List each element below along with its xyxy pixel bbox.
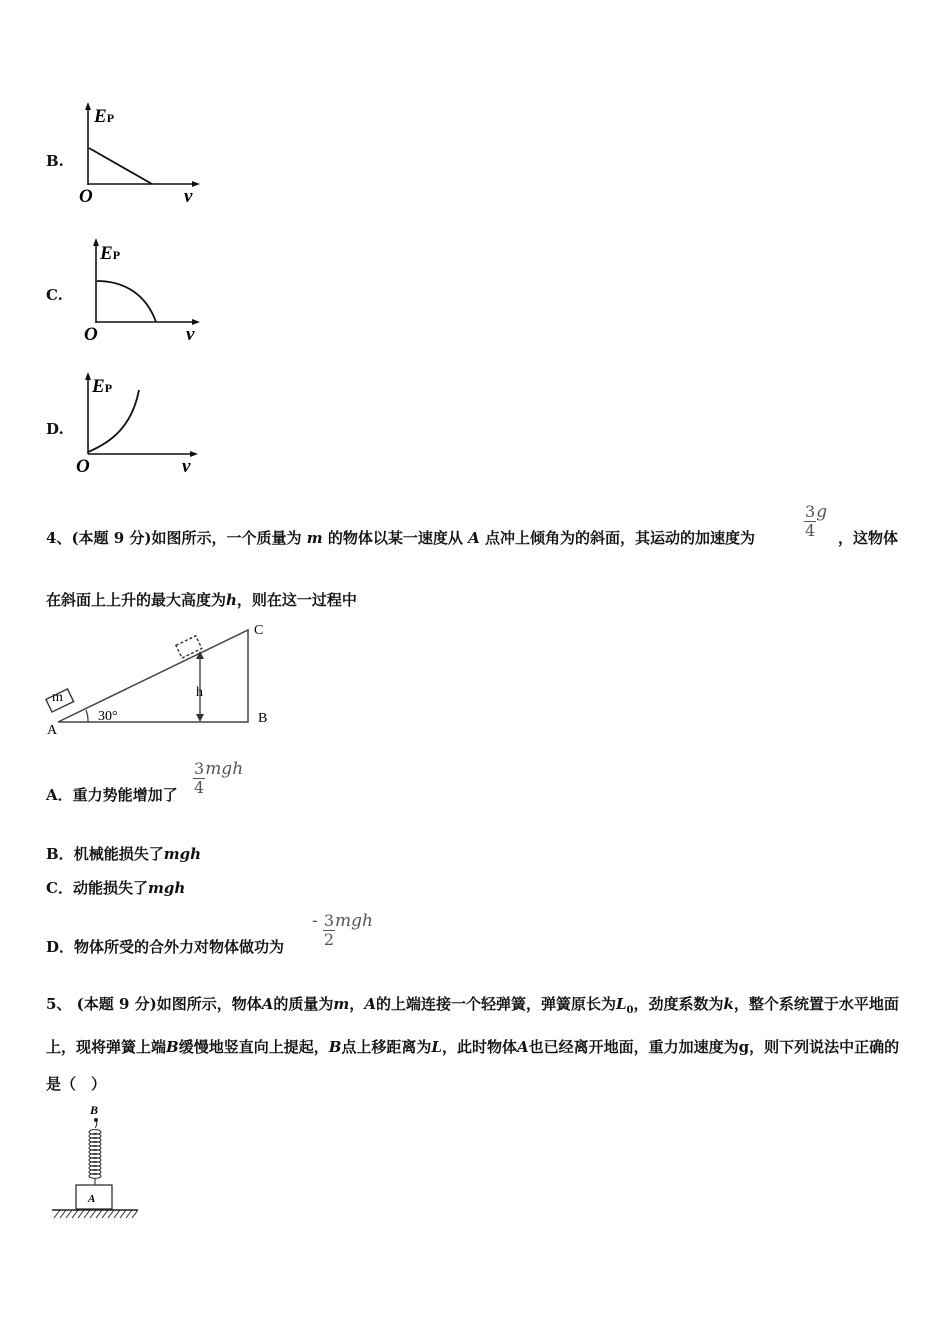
mass-label: m [52, 690, 63, 705]
y-arrow [85, 102, 91, 110]
q4-number: 4、 [46, 529, 72, 547]
y-label: EP [92, 376, 113, 397]
ep-curve [88, 390, 139, 452]
height-label: h [196, 685, 203, 700]
x-arrow [190, 451, 198, 457]
x-label: v [184, 186, 193, 207]
origin-label: O [79, 186, 93, 207]
q4-option-b[interactable]: B．机械能损失了mgh [46, 845, 201, 863]
y-arrow [85, 372, 91, 380]
q4-option-d-math: - $\frac{3}{2}$ mgh [312, 911, 373, 949]
graph-b [74, 100, 214, 210]
x-arrow [192, 181, 200, 187]
height-arrow-bottom [196, 714, 204, 722]
q4-line1: 4、(本题 9 分)如图所示，一个质量为 m 的物体以某一速度从 A 点冲上倾角为的斜面，其运动的加速度为 [46, 529, 756, 547]
ep-curve [89, 148, 152, 184]
y-arrow [93, 238, 99, 246]
option-b-label: B. [46, 152, 64, 170]
angle-label: 30° [98, 709, 118, 724]
q4-line1-end: ，这物体 [838, 529, 899, 547]
y-label: EP [100, 243, 121, 264]
graph-c [82, 234, 222, 344]
q4-option-a[interactable]: A．重力势能增加了 [46, 786, 178, 804]
graph-d [72, 368, 212, 478]
incline-triangle [58, 630, 248, 722]
option-d-label: D. [46, 420, 64, 438]
ep-curve [97, 281, 156, 322]
q4-acceleration-fraction: $\frac{3}{4}$ g [805, 502, 828, 540]
block-a-label: A [88, 1193, 96, 1205]
q5-score: (本题 9 分) [76, 995, 157, 1013]
spring-coils [89, 1130, 101, 1179]
q4-option-a-math: $\frac{3}{4}$ mgh [194, 759, 244, 797]
q4-line2: 在斜面上上升的最大高度为h，则在这一过程中 [46, 591, 357, 609]
origin-label: O [84, 324, 98, 344]
q5-number: 5、 [46, 995, 72, 1013]
q5-text: 5、 (本题 9 分)如图所示，物体A的质量为m，A的上端连接一个轻弹簧，弹簧原长为$L_0$，劲度系数为k，整个系统置于水平地面上，现将弹簧上端B缓慢地竖直向上提起，B点上移距离为L，此时物体A也已经离开地面，重力加速度为g，则下列说法中正确的是（ ） [46, 995, 900, 1093]
point-b-label: B [258, 711, 268, 726]
x-label: v [182, 456, 191, 477]
y-label: EP [94, 106, 115, 127]
point-c-label: C [254, 623, 264, 638]
q4-option-d[interactable]: D．物体所受的合外力对物体做功为 [46, 938, 285, 956]
spring-figure [48, 1100, 148, 1224]
ground-hatch [54, 1210, 138, 1218]
origin-label: O [76, 456, 90, 477]
spring-top-label: B [90, 1103, 99, 1117]
q4-option-c[interactable]: C．动能损失了mgh [46, 879, 186, 897]
option-c-label: C. [46, 286, 63, 304]
point-a-label: A [47, 723, 58, 738]
x-label: v [186, 324, 195, 344]
q4-score: (本题 9 分) [71, 529, 152, 547]
angle-arc [86, 710, 88, 722]
incline-figure [44, 618, 284, 738]
